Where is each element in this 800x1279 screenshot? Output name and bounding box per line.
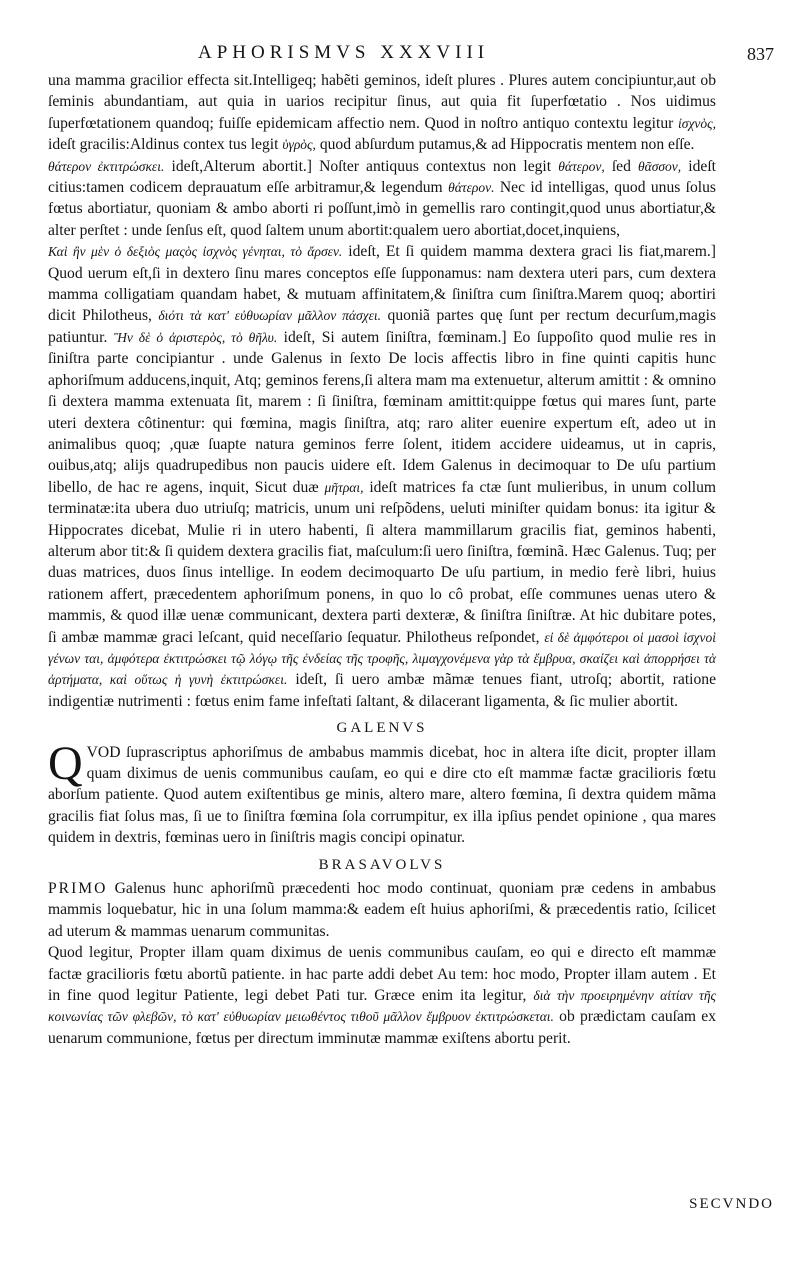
text-run: una mamma gracilior effecta sit.Intelligeq; habẽti geminos, ideſt plures . Plures autem concipiuntur,aut ob ſeminis abundantiam, aut quia in uarios recipitur ſinus, aut quia fit ſuperfœtatio . Nos uidimus ſuperfœtationem quandoq; fuiſſe epidemicam affectio nem. Quod in noſtro antiquo contextu legitur xyxy=(48,72,716,132)
text-run: ideſt gracilis:Aldinus contex tus legit xyxy=(48,136,279,154)
greek-quote: Καὶ ἢν μὲν ὁ δεξιὸς μαςὸς ἰσχνὸς γένηται, τὸ ἄρσεν. xyxy=(48,244,343,260)
text-run: ſed xyxy=(611,157,631,175)
brasavolus-paragraph-2 xyxy=(48,942,716,1049)
section-heading-galenus: GALENVS xyxy=(336,720,428,737)
text-run: ideſt, Si autem ſiniſtra, fœminam.] Eo ſuppoſito quod mulie res in ſiniſtra parte concipiantur . unde Galenus in ſexto De locis affectis libro in fine quinti capitis hunc aphoriſmum adducens,inquit, Atq; geminos ferens,ſi altera mam ma extenuetur, alterum amittit : & omnino ſi dextera mamma extenuata ſit, marem : ſi ſiniſtra, fœminam amittit:quippe fœtus qui mares ſunt, parte uteri dextera côtinentur: qui fœmina, magis ſiniſtra, atq; raro aliter euenire expertum eſt, adeo ut in animalibus quoq; ,quæ ſuapte natura geminos ferre ſolent, itidem accidere uideamus, ut in capris, ouibus,atq; alijs quadrupedibus non paucis uidere eſt. Idem Galenus in decimoquar to De uſu partium libello, de hac re agens, inquit, Sicut duæ xyxy=(48,328,716,496)
greek-quote: μῆτραι, xyxy=(324,479,364,495)
greek-quote: θᾶσσον, xyxy=(638,158,682,174)
text-run: ideſt, Et ſi quidem mamma dextera graci lis fiat,marem.] Quod uerum eſt,ſi in dextero ſinu mares conceptos eſſe ſupponamus: nam dextera uteri pars, cum dextera mamma colligatiam quandam habet, & mutuam affinitatem,& ſiniſtra cum ſiniſtra.Marem quoq; abortiri dicit Philotheus, xyxy=(48,243,716,325)
text-run: Quod legitur, Propter illam quam diximus de uenis communibus cauſam, eo qui e directo eſt mammæ factæ gracilioris fœtu abortũ patiente. in hac parte addi debet Au tem: hoc modo, Propter illam autem . Et in fine quod legitur Patiente, legi debet Pati tur. Græce enim ita legitur, xyxy=(48,944,716,1005)
greek-quote: Ἢν δὲ ὁ ἀριστερὸς, τὸ θῆλυ. xyxy=(113,329,278,345)
greek-quote: ὑγρὸς, xyxy=(282,137,316,153)
greek-quote: διὰ τὴν προειρημένην αἰτίαν τῆς κοινωνίας τῶν φλεβῶν, τὸ κατ' εὐθυωρίαν μειωθέντος τιθοῦ μᾶλλον ἔμβρυον ἐκτιτρώσκεται. xyxy=(48,988,716,1025)
greek-quote: θάτερον, xyxy=(558,158,605,174)
greek-quote: θάτερον ἐκτιτρώσκει. xyxy=(48,158,165,174)
greek-quote: ἰσχνὸς, xyxy=(678,115,716,131)
text-run: Galenus hunc aphoriſmũ præcedenti hoc modo continuat, quoniam præ cedens in ambabus mammis loquebatur, hic in una ſolum mamma:& eadem eſt huius aphoriſmi, & præcedentis ratio, ſcilicet ad uterum & mammas uenarum communitas. xyxy=(48,880,716,940)
greek-quote: διότι τὰ κατ' εὐθυωρίαν μᾶλλον πάσχει. xyxy=(158,308,382,324)
lead-word: PRIMO xyxy=(48,880,108,898)
page-header xyxy=(0,42,800,68)
running-head: APHORISMVS XXXVIII xyxy=(198,42,490,63)
text-run: quoniã partes quę ſunt per rectum decurſum,magis patiuntur. xyxy=(48,307,717,346)
greek-quote: θάτερον. xyxy=(448,180,495,196)
section-heading-brasavolus: BRASAVOLVS xyxy=(318,856,446,873)
text-run: Nec id intelligas, quod unus ſolus fœtus abortiatur, quoniam & ambo aborti ri poſſunt,imò in gemellis raro contingit,quod unus abortiatur,& alter perſtet : unde ſenſus eſt, quod ſaltem unum abortit:qualem uero abortiat,docet,inquiens, xyxy=(48,179,717,239)
greek-quote: εἰ δὲ ἀμφότεροι οἱ μασοὶ ἰσχνοὶ γένων ται, ἀμφότερα ἐκτιτρώσκει τῷ λόγῳ τῆς ἐνδείας τῆς τροφῆς, λιμαγχονέμενα γὰρ τὰ ἔμβρυα, σκαίζει καὶ ἀπορρήσει τὰ ἀρτήματα, καὶ οὕτως ἡ γυνὴ ἐκτιτρώσκει. xyxy=(48,629,716,688)
text-run: ob prædictam cauſam ex uenarum communione, fœtus per directum imminutæ mammæ exiſtens abortu perit. xyxy=(48,1008,716,1047)
text-run: quod abſurdum putamus,& ad Hippocratis mentem non eſſe. xyxy=(319,136,695,154)
text-run: ideſt,Alterum abortit.] Noſter antiquus contextus non legit xyxy=(171,157,552,175)
main-text-block xyxy=(48,70,716,1049)
paragraph-mamma-dextera xyxy=(48,241,716,712)
galenus-commentary: QVOD ſuprascriptus aphoriſmus de ambabus mammis dicebat, hoc in altera iſte dicit, propter illam quam diximus de uenis communibus cauſam, eo qui e dire cto eſt mammæ factæ gracilioris fœtu aborſum patiente. Quod autem exiſtentibus ge minis, altero mare, altero fœmina, ſi dextra quidem mãma gracilis fiat ſolus mas, ſi ue to ſiniſtra fœmina ſola corrumpitur, ex illa ipſius pendet opinione , qua mares quidem in dextris, fœminas uero in ſiniſtris magis concipi opinatur. xyxy=(48,736,716,847)
brasavolus-paragraph-1 xyxy=(48,878,716,942)
text-run: ideſt citius:tamen codicem deprauatum eſſe arbitramur,& legendum xyxy=(48,157,717,197)
page-number: 837 xyxy=(747,44,774,64)
text-run: ideſt, ſi uero ambæ mãmæ tenues fiant, utroſq; abortit, ratione indigentiæ nutrimenti : fœtus enim fame infeſtati ſaltant, & dilacerant ligamenta, & ſic mulier abortit. xyxy=(48,671,717,710)
catchword: SECVNDO xyxy=(689,1196,774,1212)
paragraph-continuation xyxy=(48,70,716,156)
paragraph-alterum-abortit xyxy=(48,156,716,242)
text-run: ideſt matrices fa ctæ ſunt mulieribus, in unum collum terminatæ:ita ubera duo utriuſq; matricis, unum uni reſpõdens, ueluti miniſter quidam bonus: ita igitur & Hippocrates dicebat, Mulie ri in utero habenti, ſi altera mammillarum gracilis fiat, geminos habenti, alterum abor tit:& ſi quidem dextera gracilis fiat, maſculum:ſi uero ſiniſtra, fœminã. Hæc Galenus. Tuq; per duas matrices, duos ſinus intellige. In eodem decimoquarto De uſu partium, in medio ferè libri, huius rationem affert, præcedentem aphoriſmum ponens, in quo lo cô probat, eſſe communes uenas utero & mammis, & quod illæ uenæ communicant, dextera parti dexteræ, & ſiniſtra ſiniſtræ. At hic dubitare potes, ſi ambæ mammæ graci leſcant, quid neceſſario ſequatur. Philotheus reſpondet, xyxy=(48,478,717,646)
